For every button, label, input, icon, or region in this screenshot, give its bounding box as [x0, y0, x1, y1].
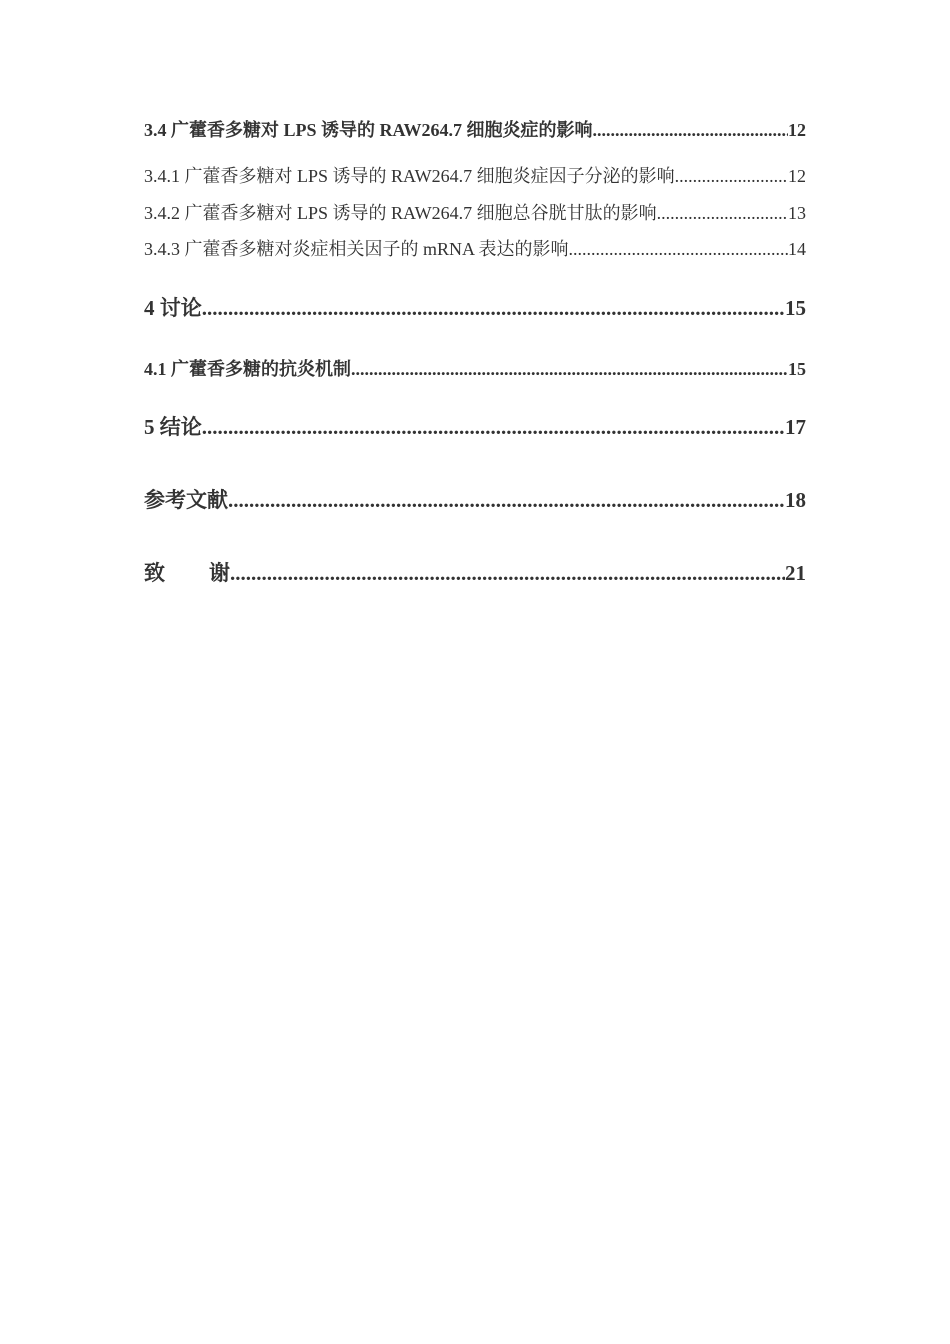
- toc-dot-leader: [228, 488, 785, 513]
- toc-dot-leader: [230, 561, 785, 586]
- toc-dot-leader: [593, 120, 788, 141]
- toc-entry-title: [144, 557, 230, 587]
- toc-entry-title: 5 结论: [144, 415, 202, 439]
- toc-entry-page: 15: [785, 296, 806, 320]
- toc-entry-5[interactable]: [144, 411, 806, 441]
- toc-entry-page: 21: [785, 561, 806, 585]
- toc-entry-title-part1: 致: [144, 561, 165, 585]
- toc-entry-page: 14: [788, 239, 806, 259]
- toc-dot-leader: [657, 203, 788, 224]
- toc-entry-title: 4 讨论: [144, 296, 202, 320]
- toc-entry-3-4-1[interactable]: [144, 162, 806, 188]
- toc-dot-leader: [569, 239, 788, 260]
- toc-entry-page: 12: [788, 166, 806, 186]
- toc-entry-title-part2: 谢: [209, 561, 230, 585]
- toc-entry-4[interactable]: [144, 292, 806, 322]
- toc-entry-title: 参考文献: [144, 488, 228, 512]
- toc-entry-3-4-2[interactable]: [144, 199, 806, 225]
- toc-entry-title: 4.1 广藿香多糖的抗炎机制: [144, 359, 351, 379]
- toc-entry-references[interactable]: [144, 484, 806, 514]
- toc-entry-title: 3.4.3 广藿香多糖对炎症相关因子的 mRNA 表达的影响: [144, 239, 569, 259]
- toc-entry-3-4[interactable]: [144, 116, 806, 142]
- toc-entry-title: 3.4 广藿香多糖对 LPS 诱导的 RAW264.7 细胞炎症的影响: [144, 120, 593, 140]
- toc-dot-leader: [675, 166, 788, 187]
- toc-entry-3-4-3[interactable]: [144, 235, 806, 261]
- toc-entry-page: 13: [788, 203, 806, 223]
- toc-dot-leader: [202, 415, 785, 440]
- toc-entry-page: 12: [788, 120, 806, 140]
- toc-entry-title: 3.4.1 广藿香多糖对 LPS 诱导的 RAW264.7 细胞炎症因子分泌的影响: [144, 166, 675, 186]
- toc-entry-acknowledgements[interactable]: [144, 557, 806, 587]
- toc-entry-4-1[interactable]: [144, 355, 806, 381]
- toc-entry-page: 17: [785, 415, 806, 439]
- toc-entry-title: 3.4.2 广藿香多糖对 LPS 诱导的 RAW264.7 细胞总谷胱甘肽的影响: [144, 203, 657, 223]
- toc-dot-leader: [351, 359, 788, 380]
- toc-entry-page: 15: [788, 359, 806, 379]
- toc-dot-leader: [202, 296, 785, 321]
- toc-entry-page: 18: [785, 488, 806, 512]
